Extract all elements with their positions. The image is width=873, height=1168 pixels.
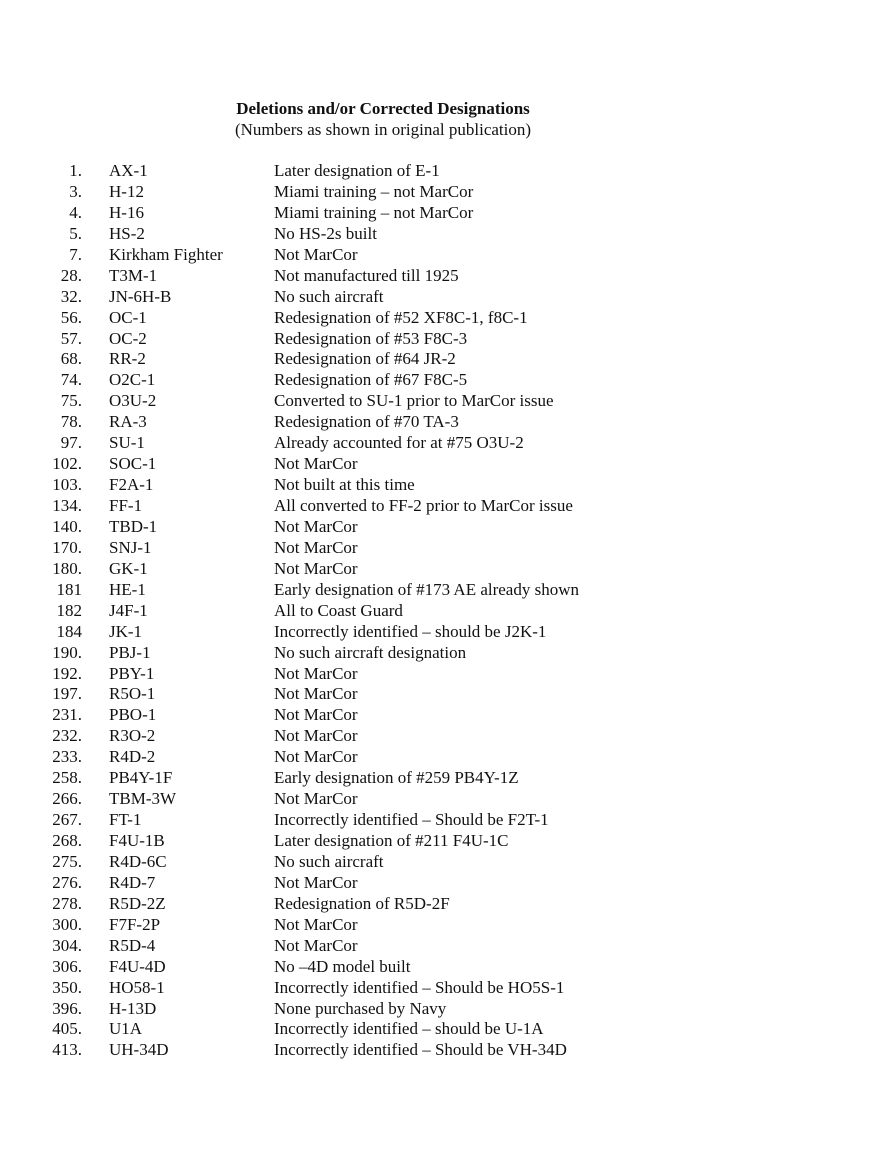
entry-note: Not MarCor	[274, 558, 358, 578]
aircraft-designation: HS-2	[109, 223, 145, 243]
entry-number: 97.	[60, 433, 82, 453]
list-item	[0, 914, 873, 935]
list-item	[0, 411, 873, 432]
list-item	[0, 537, 873, 558]
list-item	[0, 935, 873, 956]
aircraft-designation: F4U-4D	[109, 956, 166, 976]
entry-number: 190.	[52, 642, 82, 662]
entry-note: Miami training – not MarCor	[274, 181, 474, 201]
aircraft-designation: J4F-1	[109, 600, 148, 620]
aircraft-designation: PBY-1	[109, 663, 155, 683]
aircraft-designation: SU-1	[109, 433, 145, 453]
aircraft-designation: R5D-2Z	[109, 893, 166, 913]
entry-note: Not MarCor	[274, 935, 358, 955]
list-item	[0, 663, 873, 684]
entry-number: 350.	[52, 977, 82, 997]
aircraft-designation: Kirkham Fighter	[109, 244, 223, 264]
list-item	[0, 621, 873, 642]
list-item	[0, 223, 873, 244]
list-item	[0, 725, 873, 746]
aircraft-designation: PB4Y-1F	[109, 768, 173, 788]
entry-number: 300.	[52, 914, 82, 934]
entry-number: 74.	[60, 370, 82, 390]
aircraft-designation: U1A	[109, 1019, 143, 1039]
entry-number: 405.	[52, 1019, 82, 1039]
list-item	[0, 495, 873, 516]
entry-note: Miami training – not MarCor	[274, 202, 474, 222]
list-item	[0, 369, 873, 390]
aircraft-designation: OC-1	[109, 307, 147, 327]
entry-note: Not MarCor	[274, 537, 358, 557]
list-item	[0, 1039, 873, 1060]
list-item	[0, 453, 873, 474]
entry-number: 275.	[52, 851, 82, 871]
entry-number: 267.	[52, 810, 82, 830]
entry-note: Early designation of #259 PB4Y-1Z	[274, 768, 519, 788]
aircraft-designation: TBM-3W	[109, 789, 177, 809]
aircraft-designation: H-16	[109, 202, 144, 222]
entry-note: Not MarCor	[274, 872, 358, 892]
entry-number: 140.	[52, 516, 82, 536]
entry-number: 78.	[60, 412, 82, 432]
entry-note: Not MarCor	[274, 726, 358, 746]
entry-note: No such aircraft	[274, 851, 384, 871]
entry-note: Already accounted for at #75 O3U-2	[274, 433, 524, 453]
entry-number: 57.	[60, 328, 82, 348]
aircraft-designation: FT-1	[109, 810, 142, 830]
entry-number: 170.	[52, 537, 82, 557]
list-item	[0, 432, 873, 453]
list-item	[0, 746, 873, 767]
list-item	[0, 767, 873, 788]
list-item	[0, 516, 873, 537]
entry-number: 7.	[69, 244, 82, 264]
entry-number: 56.	[60, 307, 82, 327]
aircraft-designation: PBJ-1	[109, 642, 151, 662]
list-item	[0, 286, 873, 307]
aircraft-designation: JK-1	[109, 621, 143, 641]
list-item	[0, 642, 873, 663]
entry-number: 28.	[60, 265, 82, 285]
entry-note: Redesignation of #52 XF8C-1, f8C-1	[274, 307, 528, 327]
entry-note: Not MarCor	[274, 914, 358, 934]
entry-note: Redesignation of #67 F8C-5	[274, 370, 468, 390]
aircraft-designation: GK-1	[109, 558, 148, 578]
aircraft-designation: R4D-6C	[109, 851, 167, 871]
entry-number: 192.	[52, 663, 82, 683]
entry-note: Not MarCor	[274, 454, 358, 474]
entry-number: 278.	[52, 893, 82, 913]
entry-number: 75.	[60, 391, 82, 411]
list-item	[0, 956, 873, 977]
list-item	[0, 265, 873, 286]
list-item	[0, 977, 873, 998]
entry-number: 103.	[52, 475, 82, 495]
entry-note: Incorrectly identified – Should be HO5S-1	[274, 977, 565, 997]
aircraft-designation: FF-1	[109, 496, 143, 515]
entry-note: Incorrectly identified – should be U-1A	[274, 1019, 544, 1039]
aircraft-designation: TBD-1	[109, 516, 158, 536]
aircraft-designation: JN-6H-B	[109, 286, 172, 306]
aircraft-designation: OC-2	[109, 328, 147, 348]
entry-number: 304.	[52, 935, 82, 955]
entry-note: Not MarCor	[274, 516, 358, 536]
list-item	[0, 579, 873, 600]
aircraft-designation: O2C-1	[109, 370, 156, 390]
list-item	[0, 872, 873, 893]
designation-list	[0, 160, 873, 1060]
entry-number: 3.	[69, 181, 82, 201]
page-title: Deletions and/or Corrected Designations	[236, 99, 530, 118]
aircraft-designation: R4D-2	[109, 747, 156, 767]
page-subtitle: (Numbers as shown in original publication)	[234, 120, 532, 139]
entry-number: 258.	[52, 768, 82, 788]
entry-note: None purchased by Navy	[274, 998, 447, 1018]
aircraft-designation: R5D-4	[109, 935, 156, 955]
entry-number: 1.	[69, 161, 82, 180]
list-item	[0, 558, 873, 579]
entry-note: Not MarCor	[274, 789, 358, 809]
entry-note: Redesignation of #53 F8C-3	[274, 328, 468, 348]
aircraft-designation: HO58-1	[109, 977, 165, 997]
aircraft-designation: AX-1	[109, 161, 148, 180]
entry-note: Not MarCor	[274, 747, 358, 767]
list-item	[0, 328, 873, 349]
aircraft-designation: R5O-1	[109, 684, 156, 704]
entry-note: Incorrectly identified – Should be F2T-1	[274, 810, 549, 830]
entry-number: 233.	[52, 747, 82, 767]
list-item	[0, 160, 873, 181]
list-item	[0, 893, 873, 914]
aircraft-designation: F2A-1	[109, 475, 154, 495]
list-item	[0, 998, 873, 1019]
entry-number: 232.	[52, 726, 82, 746]
entry-note: Not built at this time	[274, 475, 415, 495]
entry-number: 413.	[52, 1040, 82, 1060]
entry-note: All to Coast Guard	[274, 600, 403, 620]
entry-number: 197.	[52, 684, 82, 704]
entry-number: 306.	[52, 956, 82, 976]
aircraft-designation: H-13D	[109, 998, 157, 1018]
entry-note: Not MarCor	[274, 244, 358, 264]
entry-note: All converted to FF-2 prior to MarCor issue	[274, 496, 573, 515]
entry-note: Incorrectly identified – Should be VH-34D	[274, 1040, 567, 1060]
aircraft-designation: RR-2	[109, 349, 146, 369]
aircraft-designation: T3M-1	[109, 265, 158, 285]
aircraft-designation: R3O-2	[109, 726, 156, 746]
entry-number: 68.	[60, 349, 82, 369]
entry-number: 181	[56, 579, 82, 599]
list-item	[0, 788, 873, 809]
aircraft-designation: SNJ-1	[109, 537, 152, 557]
entry-note: Redesignation of #70 TA-3	[274, 412, 459, 432]
entry-number: 5.	[69, 223, 82, 243]
list-item	[0, 244, 873, 265]
list-item	[0, 851, 873, 872]
aircraft-designation: SOC-1	[109, 454, 157, 474]
entry-number: 396.	[52, 998, 82, 1018]
entry-note: No such aircraft designation	[274, 642, 467, 662]
entry-note: No –4D model built	[274, 956, 411, 976]
entry-note: Not MarCor	[274, 663, 358, 683]
list-item	[0, 830, 873, 851]
entry-number: 231.	[52, 705, 82, 725]
entry-note: Later designation of E-1	[274, 161, 440, 180]
entry-number: 184	[56, 621, 82, 641]
list-item	[0, 704, 873, 725]
entry-note: Not MarCor	[274, 705, 358, 725]
entry-note: Later designation of #211 F4U-1C	[274, 831, 509, 850]
list-item	[0, 348, 873, 369]
aircraft-designation: PBO-1	[109, 705, 157, 725]
entry-note: Redesignation of #64 JR-2	[274, 349, 456, 369]
aircraft-designation: F7F-2P	[109, 914, 161, 934]
entry-number: 4.	[69, 202, 82, 222]
entry-note: Incorrectly identified – should be J2K-1	[274, 621, 547, 641]
entry-note: Not manufactured till 1925	[274, 265, 459, 285]
aircraft-designation: UH-34D	[109, 1040, 169, 1060]
list-item	[0, 181, 873, 202]
aircraft-designation: RA-3	[109, 412, 147, 432]
aircraft-designation: F4U-1B	[109, 831, 165, 850]
entry-note: Converted to SU-1 prior to MarCor issue	[274, 391, 554, 411]
list-item	[0, 600, 873, 621]
entry-number: 134.	[52, 496, 82, 515]
entry-number: 268.	[52, 831, 82, 850]
entry-note: Redesignation of R5D-2F	[274, 893, 450, 913]
entry-number: 266.	[52, 789, 82, 809]
list-item	[0, 307, 873, 328]
entry-number: 182	[56, 600, 82, 620]
entry-note: No HS-2s built	[274, 223, 377, 243]
entry-note: No such aircraft	[274, 286, 384, 306]
list-item	[0, 809, 873, 830]
aircraft-designation: O3U-2	[109, 391, 157, 411]
entry-number: 276.	[52, 872, 82, 892]
aircraft-designation: H-12	[109, 181, 144, 201]
entry-number: 32.	[60, 286, 82, 306]
entry-number: 180.	[52, 558, 82, 578]
list-item	[0, 474, 873, 495]
list-item	[0, 683, 873, 704]
entry-number: 102.	[52, 454, 82, 474]
entry-note: Early designation of #173 AE already shown	[274, 579, 579, 599]
aircraft-designation: HE-1	[109, 579, 146, 599]
list-item	[0, 202, 873, 223]
entry-note: Not MarCor	[274, 684, 358, 704]
list-item	[0, 390, 873, 411]
aircraft-designation: R4D-7	[109, 872, 156, 892]
list-item	[0, 1018, 873, 1039]
